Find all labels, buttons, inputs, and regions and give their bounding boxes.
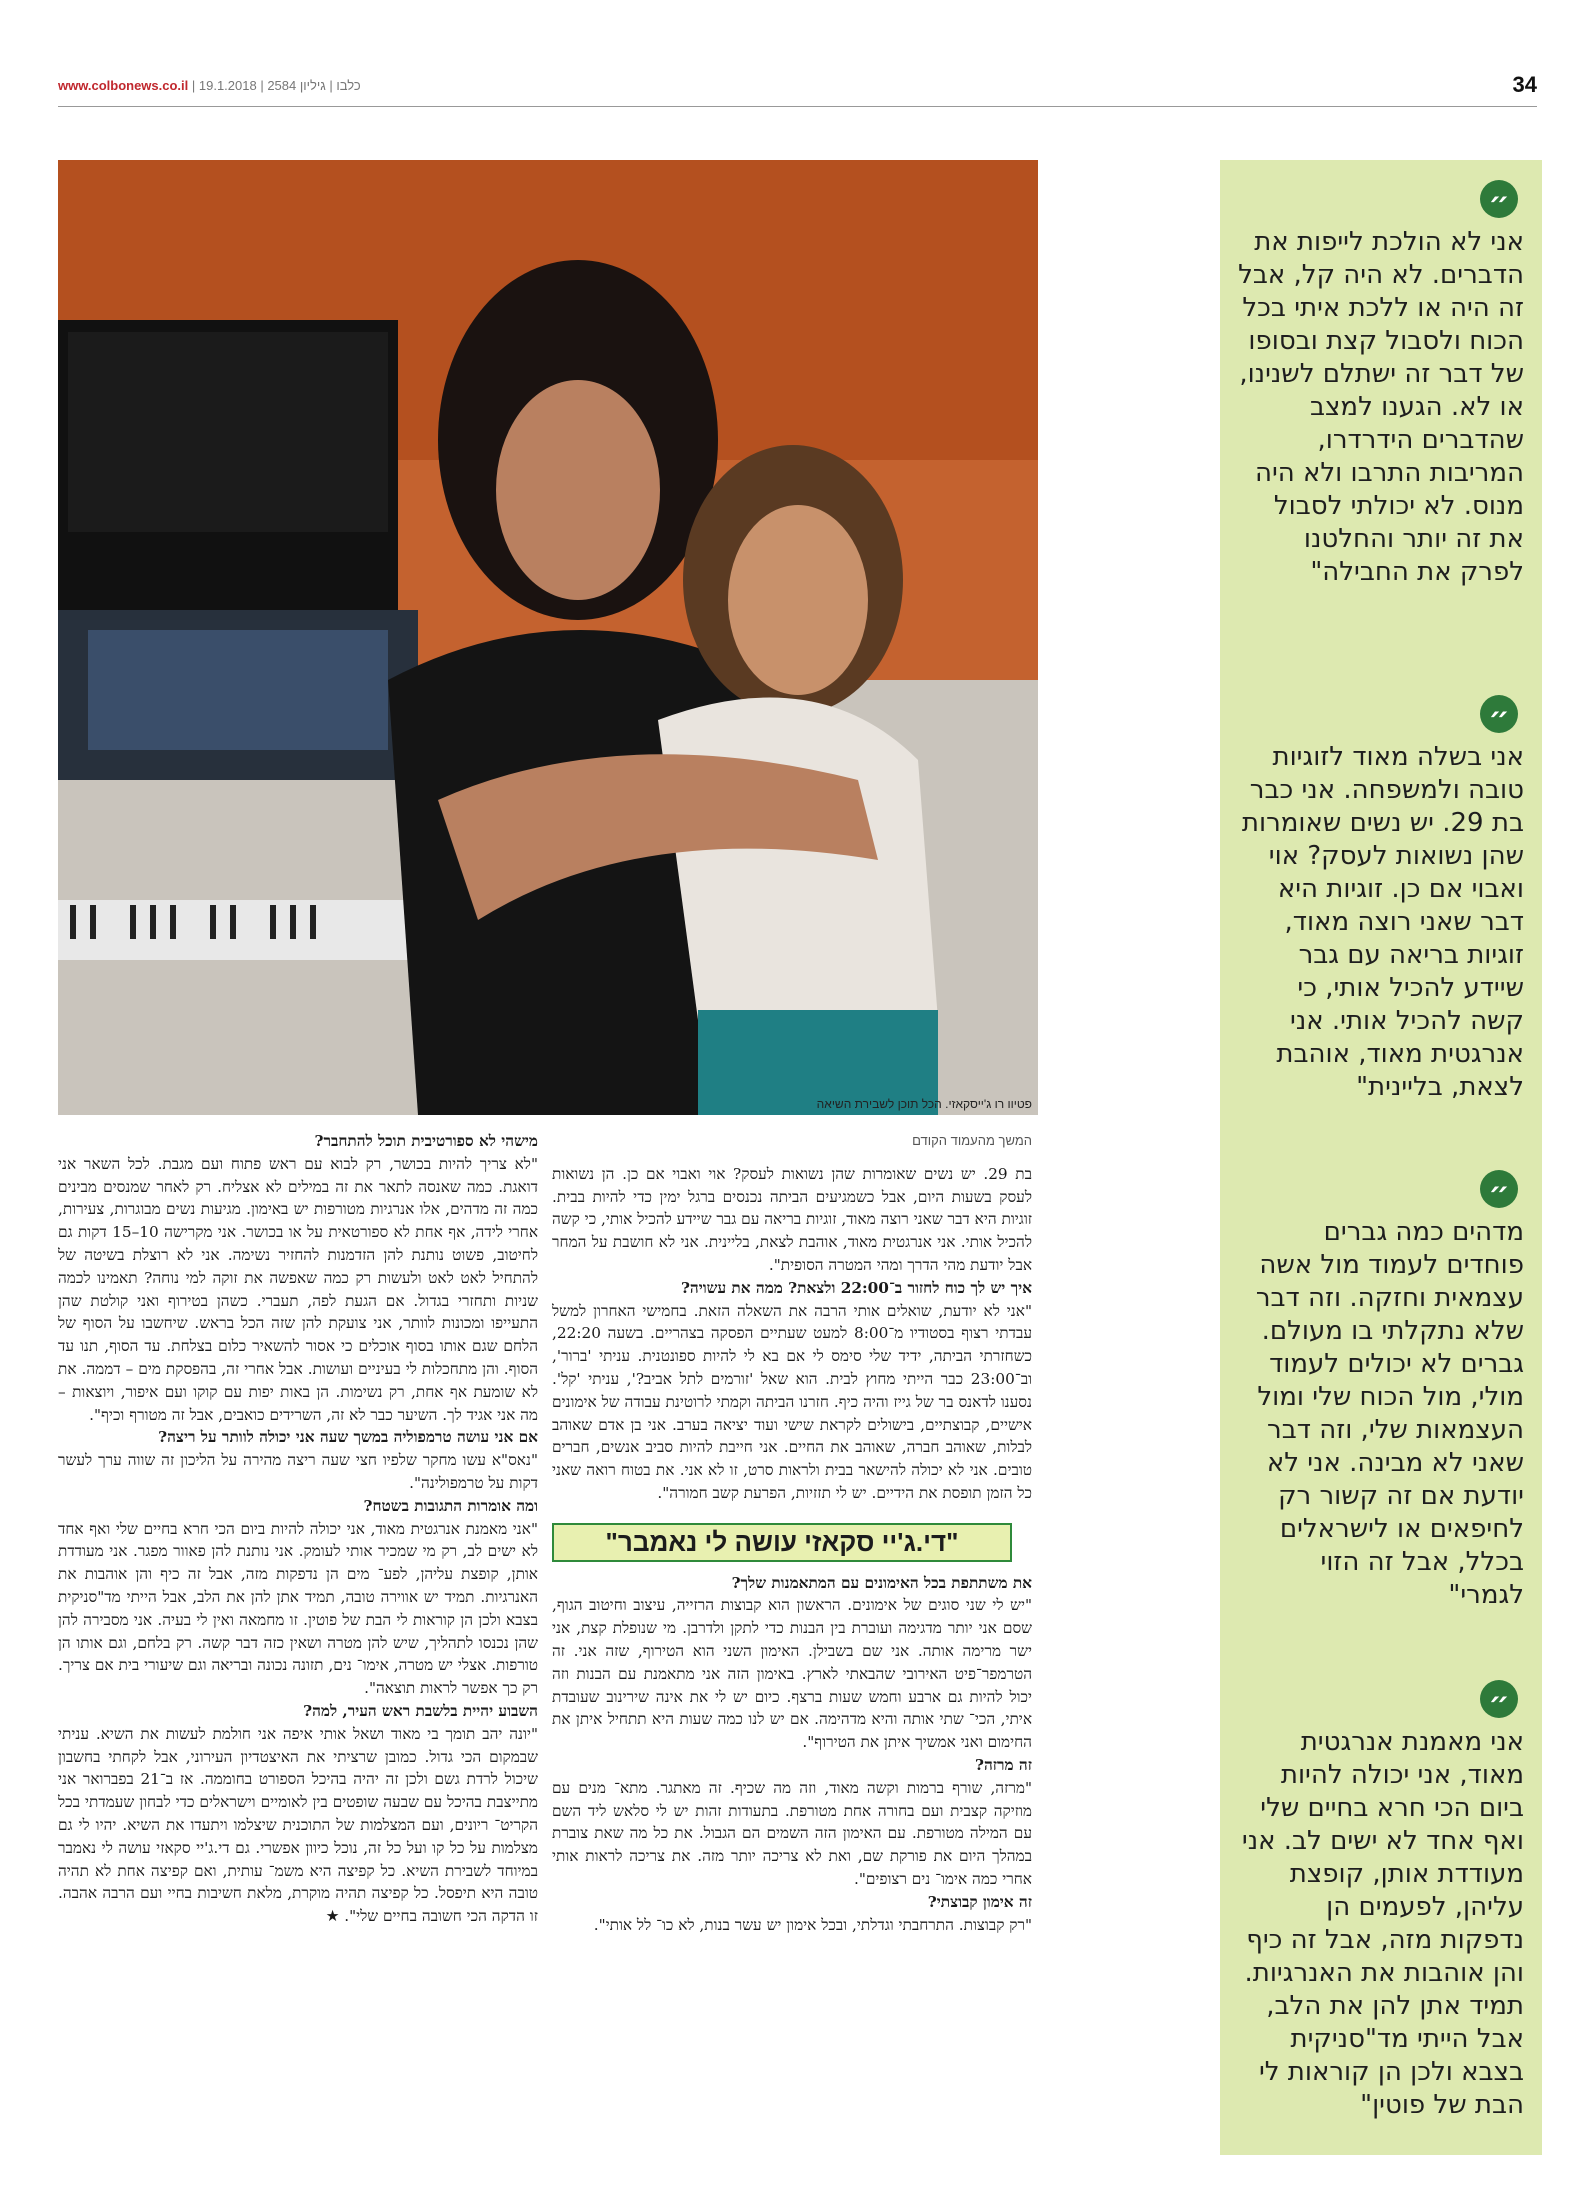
pull-quote-text: אני מאמנת אנרגטית מאוד, אני יכולה להיות ביום הכי חרא בחיים שלי ואף אחד לא ישים לב. אני מעודדת אותן, קופצת עליהן, לפעמים הן נדפקות מזה, אבל זה כיף והן אוהבות את האנרגיות. תמיד אתן להן את הלב, אבל הייתי מד"סניקית בצבא ולכן הן קוראות לי הבת של פוטין" bbox=[1241, 1727, 1524, 2120]
pull-quote-text: אני בשלה מאוד לזוגיות טובה ולמשפחה. אני כבר בת 29. יש נשים שאומרות שהן נשואות לעסק? אוי ואבוי אם כן. זוגיות היא דבר שאני רוצה מאוד, זוגיות בריאה עם גבר שיידע להכיל אותי, כי קשה להכיל אותי. אני אנרגטית מאוד, אוהבת לצאת, בליינית" bbox=[1241, 742, 1524, 1102]
article-column-left bbox=[58, 1130, 538, 2170]
page-header-meta bbox=[58, 78, 361, 93]
photo-illustration bbox=[58, 160, 1038, 1115]
continued-note: המשך מהעמוד הקודם bbox=[912, 1133, 1032, 1148]
section-heading: "די.ג'יי סקאזי עושה לי נאמבר" bbox=[552, 1523, 1012, 1562]
quote-mark-icon: ״ bbox=[1480, 695, 1518, 733]
article-paragraph: "יש לי שני סוגים של אימונים. הראשון הוא קבוצות הרזייה, עיצוב וחיטוב הגוף, שסם אני יותר מדגימה ועוברת בין הבנות כדי לתקן ולדרבן. מי שנופלת קצת, אני ישר מרימה אותה. אני שם בשבילן. האימון השני הוא הטירוף, שזה אני. זה הטרמפר־פיט האירובי שהבאתי לארץ. באימון הזה אני מתאמנת עם הבנות וזה יכול להיות גם ארבע וחמש שעות ברצף. כיום יש לי את אינה שירינוב שעובדת איתי, הכי־ שתי אותה והיא מדהימה. אם יש לנו כמה שעות היא תתחיל איתן את החימום ואני אמשיך איתן את הטירוף". bbox=[552, 1596, 1032, 1752]
pull-quote bbox=[1238, 1680, 1524, 2122]
pull-quote-text: אני לא הולכת לייפות את הדברים. לא היה קל, אבל זה היה או ללכת איתי בכל הכוח ולסבול קצת ובסופו של דבר זה ישתלם לשנינו, או לא. הגענו למצב שהדברים הידרדרו, המריבות התרבו ולא היה מנוס. לא יכולתי לסבול את זה יותר והחלטנו לפרק את החבילה" bbox=[1238, 227, 1524, 587]
pull-quote bbox=[1238, 695, 1524, 1104]
article-paragraph: "אני מאמנת אנרגטית מאוד, אני יכולה להיות ביום הכי חרא בחיים שלי ואף אחד לא ישים לב, רק מי שמכיר אותי לעומק. אני נותנת להן פאוור מפגר. אני מעודדת אותן, קופצת עליהן, לפע־ מים הן נדפקות מזה, אבל זה כיף והן אוהבות את האנרגיות. תמיד יש אווירה טובה, תמיד אתן להן את הלב, אבל הייתי מד"סניקית בצבא ולכן הן קוראות לי הבת של פוטין. זו מחמאה ואין לי בעיה. אני מסבירה להן שהן נכנסו לתהליך, שיש להן מטרה ושאין כזה דבר קשה. רק בלחם, וגם אותו הן טורפות. אצלי יש מטרה, אימו־ נים, תזונה נכונה ובריאה וגם שיעורי בית אם צריך. רק כך אפשר לראות תוצאה". bbox=[58, 1519, 538, 1698]
article-paragraph: "מרזה, שורף ברמות וקשה מאוד, וזה מה שכיף. זה מאתגר. מתא־ מנים עם מוזיקה קצבית ועם בחורה אחת מטורפת. בתעודות זהות יש לי סלאש ליד השם עם המילה מטורפת. עם האימון הזה השמים הם הגבול. את כל מה שאת צוברת במהלך היום את פורקת שם, ואת לא צריכה יותר מזה. את צריכה לראות אותי אחרי כמה אימו־ נים רצופים". bbox=[552, 1778, 1032, 1888]
pull-quote-sidebar bbox=[1220, 160, 1542, 2155]
header-divider bbox=[58, 106, 1537, 107]
interview-question: אם אני עושה טרמפוליה במשך שעה אני יכולה לוותר על ריצה? bbox=[158, 1428, 538, 1447]
quote-mark-icon: ״ bbox=[1480, 180, 1518, 218]
quote-mark-icon: ״ bbox=[1480, 1170, 1518, 1208]
page-number: 34 bbox=[1512, 72, 1537, 97]
article-column-right bbox=[552, 1130, 1032, 2140]
left-column-body bbox=[58, 1130, 538, 1928]
pull-quote bbox=[1238, 1170, 1524, 1612]
quote-mark-icon: ״ bbox=[1480, 1680, 1518, 1718]
article-photo bbox=[58, 160, 1038, 1115]
interview-question: זה מרזה? bbox=[975, 1755, 1032, 1774]
article-paragraph: "נאס"א עשו מחקר שלפיו חצי שעה ריצה מהירה על הליכון זה שווה ערך לעשר דקות על טרמפולינה". bbox=[58, 1451, 538, 1492]
photo-caption: פטיוו רו ג'ייסקאזי. הכל תוכן לשבירת השיאה bbox=[816, 1097, 1032, 1111]
article-paragraph: "יונה יהב תומך בי מאוד ושאל אותי איפה אני חולמת לעשות את השיא. עניתי שבמקום הכי גדול. כמובן שרציתי את האיצטדיון העירוני, אבל לקחתי בחשבון שיכול לרדת גשם ולכן זה יהיה בהיכל הספורט בחוממה. אז ב־21 בפברואר אני מתייצבת בהיכל עם שבעה שופטים בין לאומיים וישראלים כדי לבחון שעמדתי בכל הקריט־ ריונים, ועם המצלמות של התוכנית שיצלמו ויתעדו את השיא. יהיו לי גם מצלמות על כל קו ועל כל זה, נוכל כיוון אפשרי. גם די.ג'יי סקאזי עושה לי נאמבר במיוחד לשבירת השיא. כל קפיצה היא משמ־ עותית, ואם קפיצה אחת לא תהיה טובה היא תיפסל. כל קפיצה תהיה מוקרת, מלאת חשיבות בחיי ועם הרבה אהבה. זו הדקה הכי חשובה בחיים שלי". ★ bbox=[58, 1724, 538, 1926]
article-paragraph: בת 29. יש נשים שאומרות שהן נשואות לעסק? אוי ואבוי אם כן. הן נשואות לעסק בשעות היום, אבל כשמגיעים הביתה נכנסים ברגל ימין כדי להיות בבית. זוגיות היא דבר שאני רוצה מאוד, זוגיות בריאה עם גבר שיידע להכיל אותי, כי קשה להכיל אותי. אני אנרגטית מאוד, אוהבת לצאת, בליינית. אני לא חושבת על המחר אבל יודעת מהי הדרך ומהי המטרה הסופית". bbox=[552, 1164, 1032, 1274]
interview-question: השבוע יהיית בלשבת ראש העיר, למה? bbox=[303, 1701, 538, 1720]
article-paragraph: "אני לא יודעת, שואלים אותי הרבה את השאלה הזאת. בחמישי האחרון למשל עבדתי רצוף בסטודיו מ־8:00 למעט שעתיים הפסקה בצהריים. בשעה 22:20, כשחזרתי הביתה, ידיד שלי סימס לי אם בא לי להיות ספונטנית. עניתי 'ברור', וב־23:00 כבר הייתי מחוץ לבית. הוא שאל 'זורמים לתל אביב?', עניתי 'קל'. נסענו לדאנס בר של גייז והיה כיף. חזרנו הביתה וקמתי לרוטינת עבודה של אימונים אישיים, קבוצתיים, בישולים לקראת שישי ועוד יציאה בערב. אני בן אדם שאוהב לבלות, שאוהב חברה, שאוהב את החיים. אני חייבת להיות סביב אנשים, חברים טובים. אני לא יכולה להישאר בבית ולראות סרט, זו לא אני. את בטוח רואה שאני כל הזמן תופסת את הידיים. יש לי תזזיות, הפרעת קשב חמורה". bbox=[552, 1301, 1032, 1502]
site-url[interactable]: www.colbonews.co.il bbox=[58, 78, 189, 93]
interview-question: ומה אומרות התגובות בשטח? bbox=[363, 1496, 538, 1515]
pull-quote-text: מדהים כמה גברים פוחדים לעמוד מול אשה עצמאית וחזקה. וזה דבר שלא נתקלתי בו מעולם. גברים לא יכולים לעמוד מולי, מול הכוח שלי ומול העצמאות שלי, וזה דבר שאני לא מבינה. אני לא יודעת אם זה קשור רק לחיפאים או לישראלים בכלל, אבל זה הזוי לגמרי" bbox=[1255, 1217, 1524, 1610]
interview-question: את משתתפת בכל האימונים עם המתאמנות שלך? bbox=[731, 1573, 1032, 1592]
interview-question: מישהי לא ספורטיבית תוכל להתחבר? bbox=[314, 1132, 538, 1150]
right-column-body bbox=[552, 1163, 1032, 1937]
article-paragraph: "לא צריך להיות בכושר, רק לבוא עם ראש פתוח ועם מגבת. לכל השאר אני דואגת. כמה שאנסה לתאר את זה במילים לא אצליח. רק לאחר שמנסים מבינים כמה זה מדהים, אלו אנרגיות מטורפות יש באימון. מגיעות נשים מבוגרות, צעירות, אחרי לידה, אף אחת לא ספורטאית על או בכושר. אני מקרישה 10–15 דקות גם לחיטוב, פשוט נותנת להן הזדמנות להחזיר נשימה. אני לא רוצלת בשיטה של להתחיל לאט לאט ולעשות רק כמה שאפשה את זוקה למי נוחה? תאמינו לכמה שניות ותחזרי בגדול. אם הגעת לפה, תעברי. כשהן בטירוף ואני קולטת שהן התעייפו ומכונות לוותר, אני צועקת להן שזה הכל בראש. שיחשבו על הסוף של הלחם שגם אותו בסוף אוכלים כי אסור להשאיר כלום בצלחת. עד הסוף, תנו עד הסוף. והן מתחכלות לי בעיניים ועושות. אבל אחרי זה, בהפסקת מים – דממה. את לא שומעת אף אחת, רק נשימות. הן באות יפות עם קוקו ועם איפור, ויוצאות – מה אני אגיד לך. השיער כבר לא זה, השרידים כואבים, אבל זה מטורף וכיף". bbox=[58, 1154, 538, 1424]
interview-question: איך יש לך כוח לחזור ב־22:00 ולצאת? ממה את עשויה? bbox=[680, 1278, 1032, 1297]
article-paragraph: "רק קבוצות. התרחבתי וגדלתי, ובכל אימון יש עשר בנות, לא כו־ לל אותי". bbox=[593, 1915, 1032, 1934]
interview-question: זה אימון קבוצתי? bbox=[927, 1892, 1032, 1911]
issue-info: | כלבו | גיליון 2584 | 19.1.2018 bbox=[188, 78, 361, 93]
pull-quote bbox=[1238, 180, 1524, 589]
